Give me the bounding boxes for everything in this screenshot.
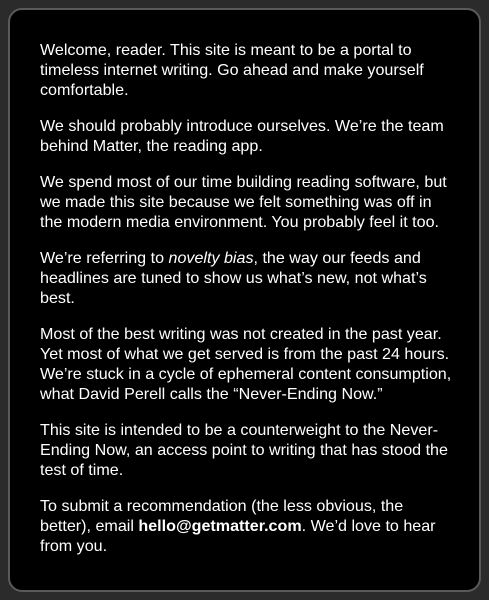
counterweight-paragraph: This site is intended to be a counterweight to the Never-Ending Now, an access point to writing that has stood the test of time.	[40, 421, 448, 479]
novelty-bias-term: novelty bias	[168, 249, 254, 267]
submit-paragraph	[40, 496, 453, 556]
introduction-paragraph: We should probably introduce ourselves. We’re the team behind Matter, the reading app.	[40, 117, 444, 155]
novelty-bias-text-before: We’re referring to	[40, 249, 169, 267]
never-ending-now-paragraph: Most of the best writing was not created in the past year. Yet most of what we get served is from the past 24 hours. We’re stuck in a cycle of ephemeral content consumption, what David Perell calls the “Never-Ending Now.”	[40, 325, 452, 403]
motivation-paragraph: We spend most of our time building reading software, but we made this site because we felt something was off in the modern media environment. You probably feel it too.	[40, 173, 447, 231]
novelty-bias-text-after: , the way our feeds and headlines are tuned to show us what’s new, not what’s best.	[40, 249, 427, 307]
submit-text-after: . We’d love to hear from you.	[40, 517, 436, 555]
email-link[interactable]: hello@getmatter.com	[138, 517, 302, 535]
submit-text-before: To submit a recommendation (the less obvious, the better), email	[40, 497, 404, 535]
about-panel	[8, 8, 481, 592]
intro-paragraph: Welcome, reader. This site is meant to be a portal to timeless internet writing. Go ahead and make yourself comfortable.	[40, 41, 424, 99]
novelty-bias-paragraph	[40, 248, 453, 308]
